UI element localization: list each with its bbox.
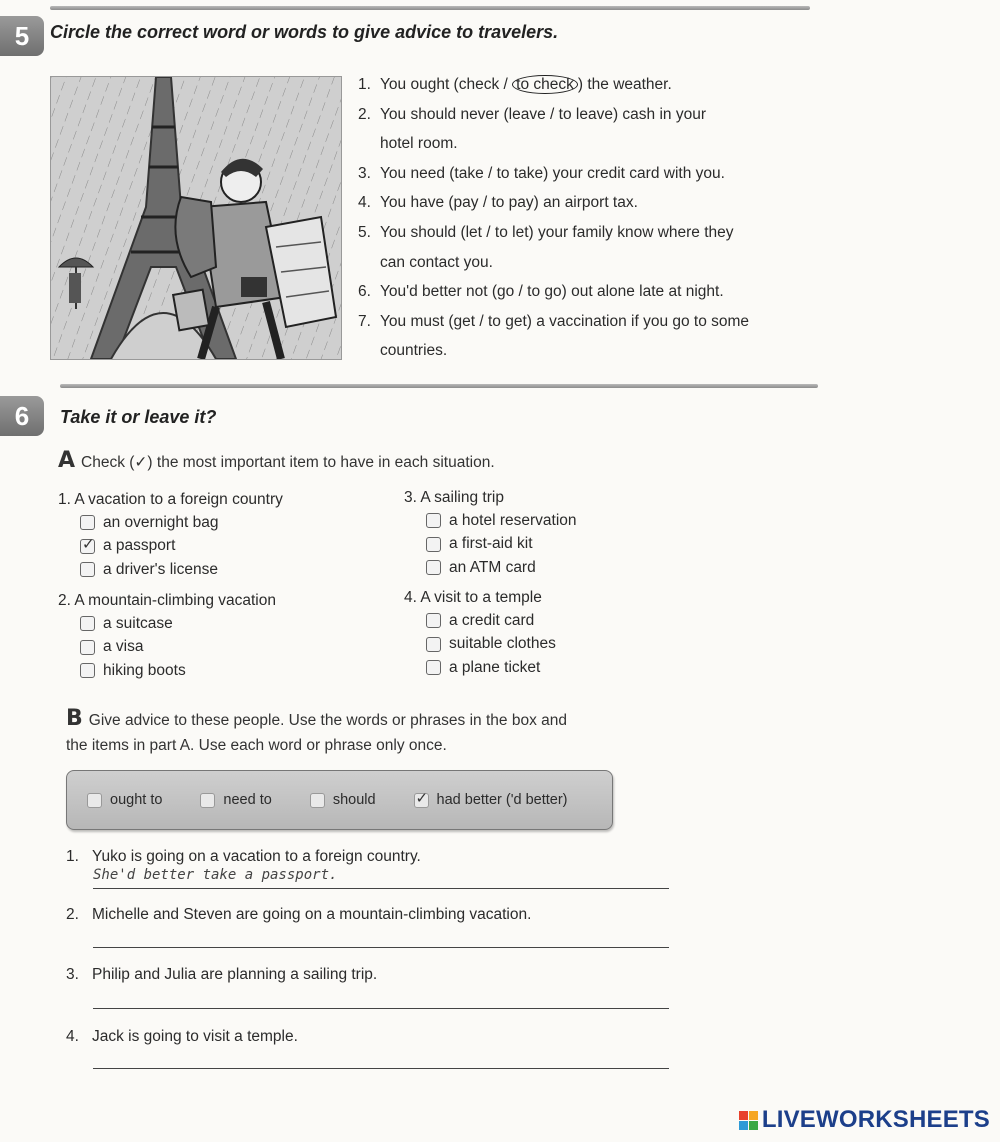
option-item[interactable]: an ATM card bbox=[404, 556, 577, 580]
question-continuation: can contact you. bbox=[380, 253, 493, 271]
checkbox[interactable] bbox=[426, 660, 441, 675]
handwritten-answer: She'd better take a passport. bbox=[93, 867, 338, 883]
question-item: 2. You should never (leave / to leave) cash in your bbox=[358, 105, 706, 123]
option-item[interactable]: a suitcase bbox=[58, 612, 276, 636]
word-option[interactable]: need to bbox=[200, 792, 271, 808]
option-item[interactable]: a plane ticket bbox=[404, 656, 556, 680]
section-divider bbox=[50, 6, 810, 10]
situation-heading: 3. A sailing trip bbox=[404, 489, 504, 506]
checkbox[interactable] bbox=[200, 793, 215, 808]
part-a-instruction: A Check (✓) the most important item to have in each situation. bbox=[58, 448, 495, 473]
checkbox-checked[interactable] bbox=[80, 539, 95, 554]
part-b-instruction: B Give advice to these people. Use the words or phrases in the box and the items in part A. Use each word or phrase only once. bbox=[66, 706, 567, 754]
section-6-badge: 6 bbox=[0, 396, 44, 436]
prompt-item: 4. Jack is going to visit a temple. bbox=[66, 1028, 298, 1045]
prompt-item: 1. Yuko is going on a vacation to a foreign country. bbox=[66, 848, 421, 865]
prompt-item: 3. Philip and Julia are planning a sailing trip. bbox=[66, 966, 378, 983]
situation-group-1 bbox=[58, 491, 283, 582]
option-item[interactable]: a credit card bbox=[404, 609, 556, 633]
liveworksheets-logo: LIVEWORKSHEETS bbox=[739, 1106, 990, 1134]
word-option[interactable]: should bbox=[310, 792, 376, 808]
part-b-letter: B bbox=[66, 706, 83, 731]
answer-input-3[interactable] bbox=[93, 986, 669, 1009]
option-item[interactable]: a driver's license bbox=[58, 558, 283, 582]
answer-input-4[interactable] bbox=[93, 1046, 669, 1069]
option-item[interactable]: a hotel reservation bbox=[404, 509, 577, 533]
checkbox[interactable] bbox=[80, 663, 95, 678]
situation-group-4 bbox=[404, 589, 556, 680]
checkbox[interactable] bbox=[80, 515, 95, 530]
checkbox[interactable] bbox=[80, 562, 95, 577]
checkbox[interactable] bbox=[80, 616, 95, 631]
question-continuation: hotel room. bbox=[380, 135, 458, 153]
situation-heading: 2. A mountain-climbing vacation bbox=[58, 592, 276, 609]
option-item[interactable]: ✓ a passport bbox=[58, 535, 283, 559]
logo-icon bbox=[739, 1111, 758, 1130]
eiffel-tower-traveler-illustration bbox=[50, 76, 342, 360]
answer-input-1[interactable] bbox=[93, 866, 669, 889]
word-option[interactable]: ought to bbox=[87, 792, 162, 808]
prompt-item: 2. Michelle and Steven are going on a mountain-climbing vacation. bbox=[66, 906, 532, 923]
question-item: 3. You need (take / to take) your credit card with you. bbox=[358, 164, 725, 182]
word-box bbox=[66, 770, 613, 830]
situation-heading: 4. A visit to a temple bbox=[404, 589, 542, 606]
question-item: 6. You'd better not (go / to go) out alone late at night. bbox=[358, 283, 724, 301]
section-6-title: Take it or leave it? bbox=[60, 407, 217, 427]
situation-group-2 bbox=[58, 592, 276, 683]
checkbox-checked[interactable] bbox=[414, 793, 429, 808]
question-item: 7. You must (get / to get) a vaccination if you go to some bbox=[358, 312, 750, 330]
word-option[interactable]: ✓ had better ('d better) bbox=[414, 792, 568, 808]
section-divider bbox=[60, 384, 818, 388]
checkbox[interactable] bbox=[80, 640, 95, 655]
option-item[interactable]: a first-aid kit bbox=[404, 533, 577, 557]
question-continuation: countries. bbox=[380, 342, 448, 360]
option-item[interactable]: an overnight bag bbox=[58, 511, 283, 535]
option-item[interactable]: hiking boots bbox=[58, 659, 276, 683]
section-5-questions bbox=[358, 70, 798, 366]
checkbox[interactable] bbox=[426, 537, 441, 552]
question-item: 1. You ought (check / to check ) the weather. bbox=[358, 76, 672, 93]
checkbox[interactable] bbox=[87, 793, 102, 808]
option-item[interactable]: suitable clothes bbox=[404, 633, 556, 657]
question-item: 4. You have (pay / to pay) an airport tax. bbox=[358, 194, 638, 212]
situation-group-3 bbox=[404, 489, 577, 580]
option-item[interactable]: a visa bbox=[58, 636, 276, 660]
answer-input-2[interactable] bbox=[93, 925, 669, 948]
checkbox[interactable] bbox=[310, 793, 325, 808]
checkbox[interactable] bbox=[426, 513, 441, 528]
circled-answer[interactable]: to check bbox=[512, 75, 578, 94]
situation-heading: 1. A vacation to a foreign country bbox=[58, 491, 283, 508]
checkbox[interactable] bbox=[426, 613, 441, 628]
section-5-title: Circle the correct word or words to give advice to travelers. bbox=[50, 22, 559, 42]
question-item: 5. You should (let / to let) your family know where they bbox=[358, 223, 734, 241]
checkbox[interactable] bbox=[426, 560, 441, 575]
part-a-letter: A bbox=[58, 448, 76, 473]
section-5-badge: 5 bbox=[0, 16, 44, 56]
checkbox[interactable] bbox=[426, 637, 441, 652]
